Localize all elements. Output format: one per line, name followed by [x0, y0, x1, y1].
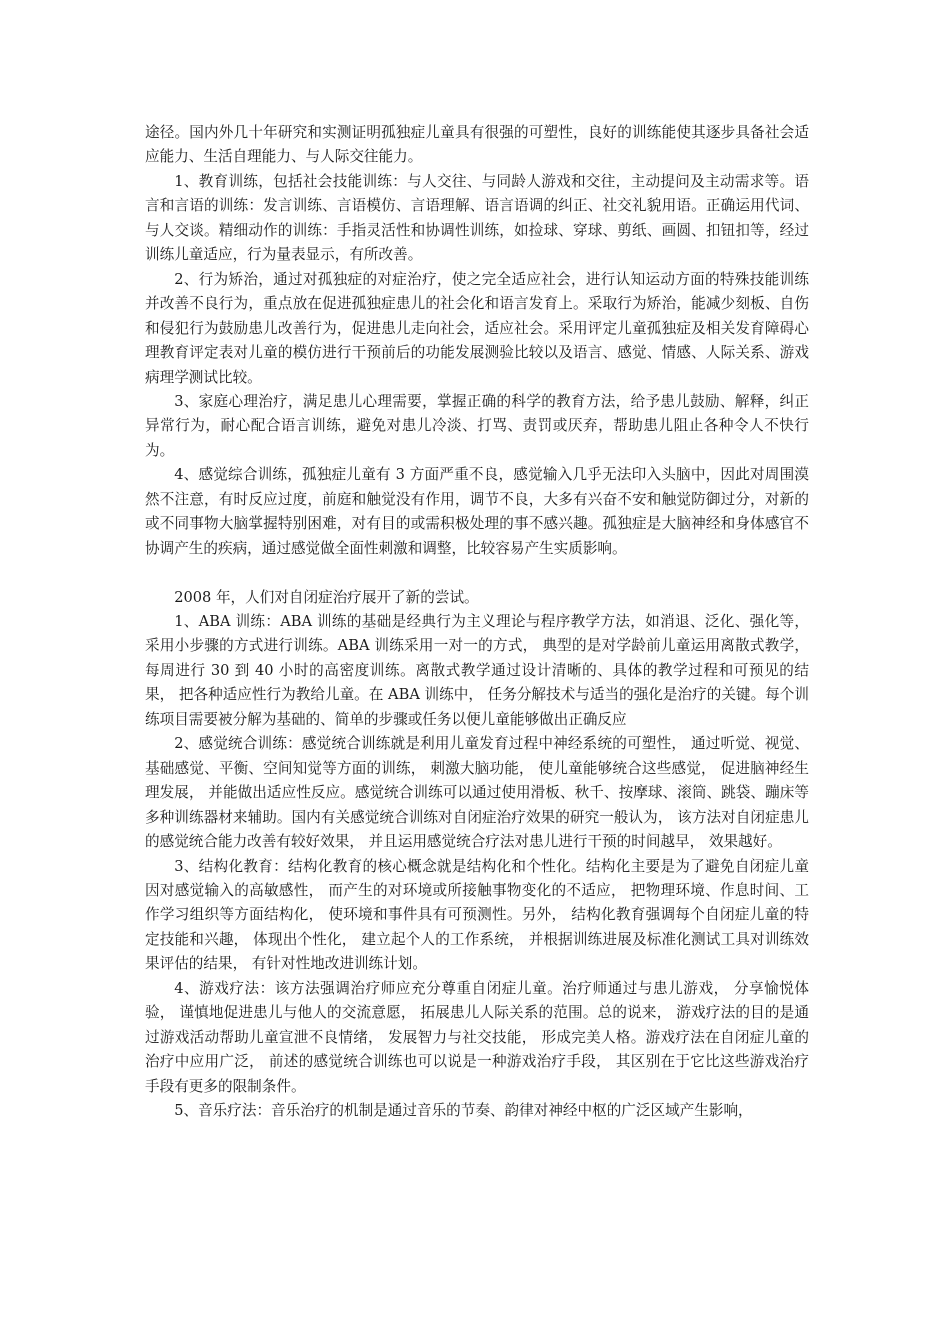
paragraph-music-therapy: 5、音乐疗法：音乐治疗的机制是通过音乐的节奏、韵律对神经中枢的广泛区域产生影响，	[174, 1102, 753, 1120]
paragraph-structured-education: 3、结构化教育：结构化教育的核心概念就是结构化和个性化。结构化主要是为了避免自闭症儿童因对感觉输入的高敏感性， 而产生的对环境或所接触事物变化的不适应， 把物理环境、作息时间、工作学习组织等方面结构化， 使环境和事件具有可预测性。另外， 结构化教育强调每个自闭症儿童的特定技能和兴趣， 体现出个性化， 建立起个人的工作系统， 并根据训练进展及标准化测试工具对训练效果评估的结果， 有针对性地改进训练计划。	[145, 857, 809, 973]
paragraph-education-training: 1、教育训练，包括社会技能训练：与人交往、与同龄人游戏和交往，主动提问及主动需求等。语言和言语的训练：发言训练、言语模仿、言语理解、语言语调的纠正、社交礼貌用语。正确运用代词、与人交谈。精细动作的训练：手指灵活性和协调性训练，如捡球、穿球、剪纸、画圆、扣钮扣等，经过训练儿童适应，行为量表显示，有所改善。	[145, 172, 809, 264]
document-body	[145, 121, 809, 1124]
paragraph-sensory-integration-training: 2、感觉统合训练：感觉统合训练就是利用儿童发育过程中神经系统的可塑性， 通过听觉、视觉、基础感觉、平衡、空间知觉等方面的训练， 刺激大脑功能， 使儿童能够统合这些感觉， 促进脑神经生理发展， 并能做出适应性反应。感觉统合训练可以通过使用滑板、秋千、按摩球、滚筒、跳袋、蹦床等多种训练器材来辅助。国内有关感觉统合训练对自闭症治疗效果的研究一般认为， 该方法对自闭症患儿的感觉统合能力改善有较好效果， 并且运用感觉统合疗法对患儿进行干预的时间越早， 效果越好。	[145, 735, 809, 851]
paragraph-2008-heading: 2008 年，人们对自闭症治疗展开了新的尝试。	[174, 588, 479, 606]
paragraph-aba-training: 1、ABA 训练：ABA 训练的基础是经典行为主义理论与程序教学方法，如消退、泛化、强化等， 采用小步骤的方式进行训练。ABA 训练采用一对一的方式， 典型的是对学龄前儿童运用离散式教学， 每周进行 30 到 40 小时的高密度训练。离散式教学通过设计清晰的、具体的教学过程和可预见的结果， 把各种适应性行为教给儿童。在 ABA 训练中， 任务分解技术与适当的强化是治疗的关键。每个训练项目需要被分解为基础的、简单的步骤或任务以便儿童能够做出正确反应	[145, 613, 809, 728]
paragraph-family-therapy: 3、家庭心理治疗，满足患儿心理需要，掌握正确的科学的教育方法，给予患儿鼓励、解释，纠正异常行为，耐心配合语言训练，避免对患儿冷淡、打骂、责罚或厌弃，帮助患儿阻止各种令人不快行为。	[145, 392, 809, 459]
paragraph-play-therapy: 4、游戏疗法：该方法强调治疗师应充分尊重自闭症儿童。治疗师通过与患儿游戏， 分享愉悦体验， 谨慎地促进患儿与他人的交流意愿， 拓展患儿人际关系的范围。总的说来， 游戏疗法的目的是通过游戏活动帮助儿童宣泄不良情绪， 发展智力与社交技能， 形成完美人格。游戏疗法在自闭症儿童的治疗中应用广泛， 前述的感觉统合训练也可以说是一种游戏治疗手段， 其区别在于它比这些游戏治疗手段有更多的限制条件。	[145, 979, 809, 1095]
paragraph-intro: 途径。国内外几十年研究和实测证明孤独症儿童具有很强的可塑性，良好的训练能使其逐步具备社会适应能力、生活自理能力、与人际交往能力。	[145, 124, 809, 166]
paragraph-sensory-integration: 4、感觉综合训练，孤独症儿童有 3 方面严重不良，感觉输入几乎无法印入头脑中，因此对周围漠然不注意，有时反应过度，前庭和触觉没有作用，调节不良，大多有兴奋不安和触觉防御过分，对新的或不同事物大脑掌握特别困难，对有目的或需积极处理的事不感兴趣。孤独症是大脑神经和身体感官不协调产生的疾病，通过感觉做全面性刺激和调整，比较容易产生实质影响。	[145, 466, 809, 557]
paragraph-behavior-correction: 2、行为矫治，通过对孤独症的对症治疗，使之完全适应社会，进行认知运动方面的特殊技能训练并改善不良行为，重点放在促进孤独症患儿的社会化和语言发育上。采取行为矫治，能减少刻板、自伤和侵犯行为鼓励患儿改善行为，促进患儿走向社会，适应社会。采用评定儿童孤独症及相关发育障碍心理教育评定表对儿童的模仿进行干预前后的功能发展测验比较以及语言、感觉、情感、人际关系、游戏病理学测试比较。	[145, 270, 809, 386]
